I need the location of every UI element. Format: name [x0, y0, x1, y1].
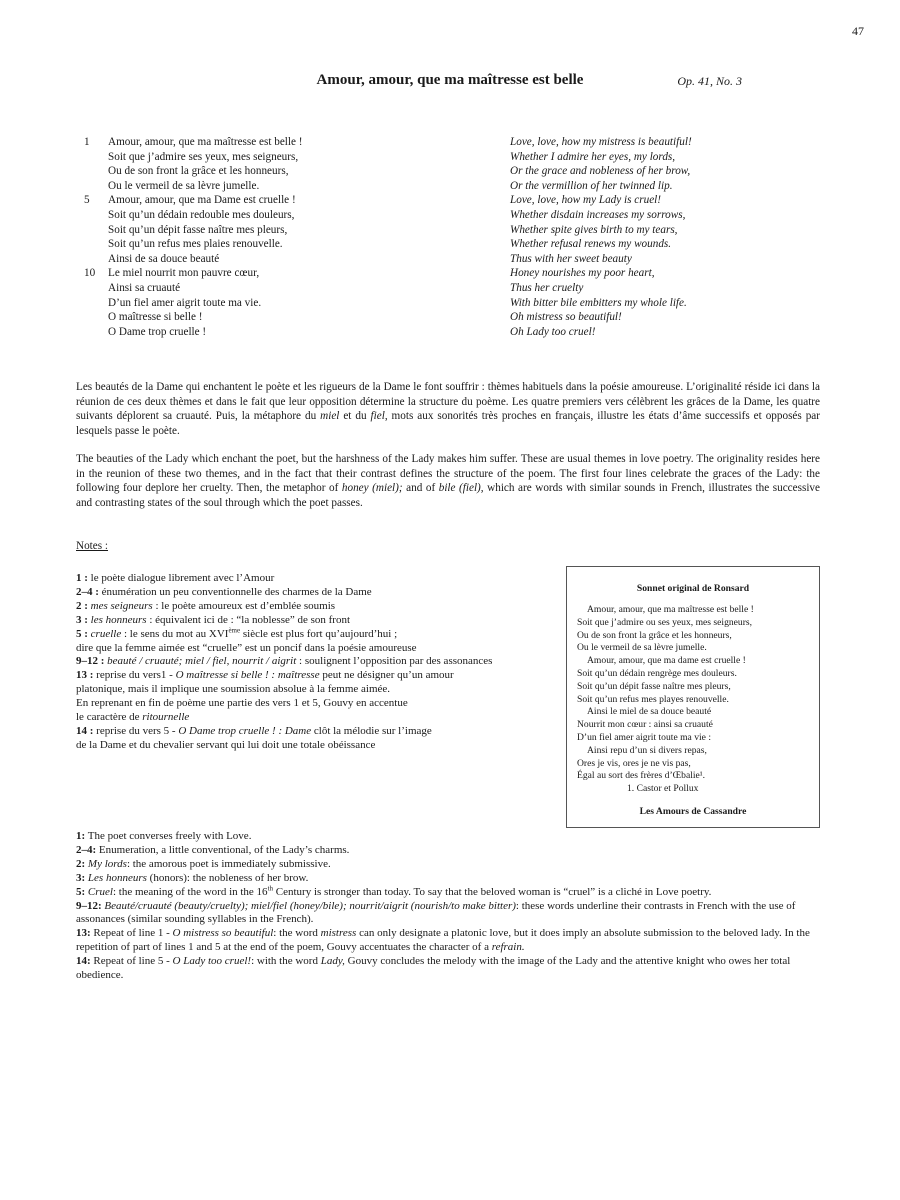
note-fr-2 [76, 586, 556, 600]
poem-fr-line [84, 179, 444, 194]
note-fr-4 [76, 614, 556, 628]
sonnet-line: Ou le vermeil de sa lèvre jumelle. [577, 642, 707, 654]
poem-en-line [510, 135, 810, 150]
poem-line-text: Oh mistress so beautiful! [510, 311, 622, 324]
sonnet-line: Ores je vis, ores je ne vis pas, [577, 757, 691, 769]
note-text: Repeat of line 1 - [90, 927, 173, 940]
note-text: énumération un peu conventionnelle des charmes de la Dame [98, 585, 372, 598]
note-emphasis: O Dame trop cruelle ! : Dame [178, 724, 312, 737]
poem-en-line [510, 266, 810, 281]
page-title: Amour, amour, que ma maîtresse est belle [316, 72, 584, 88]
note-text: Enumeration, a little conventional, of the Lady’s charms. [96, 843, 350, 856]
note-key: 9–12: [76, 899, 102, 912]
note-emphasis: My lords [87, 857, 127, 870]
note-fr-8 [76, 725, 556, 739]
poem-french [84, 135, 444, 339]
note-emphasis: mistress [320, 927, 357, 940]
poem-en-line [510, 310, 810, 325]
note-emphasis: O maîtresse si belle ! : maîtresse [175, 669, 320, 682]
sonnet-line: Nourrit mon cœur : ainsi sa cruauté [577, 719, 713, 731]
note-text: can only designate a platonic love, but it does imply an absolute submission to the beloved lady. In the repetition of part of lines 1 and 5 at the end of the poem, Gouvy accentuates the character of a [76, 927, 810, 954]
note-key: 3: [76, 871, 86, 884]
note-key: 14: [76, 955, 91, 968]
note-en-4 [76, 872, 820, 886]
line-number: 10 [84, 267, 96, 280]
sonnet-line: Soit qu’un dédain rengrège mes douleurs. [577, 667, 737, 679]
note-text: : le poète amoureux est d’emblée soumis [152, 599, 336, 612]
poem-line-text: Or the grace and nobleness of her brow, [510, 165, 691, 178]
note-emphasis: O mistress so beautiful [172, 927, 274, 940]
poem-en-line [510, 150, 810, 165]
poem-fr-line [84, 325, 444, 340]
note-text: : these words underline their contrasts in French with the use of assonances (similar sounding syllables in the French). [76, 899, 796, 926]
sonnet-line: D’un fiel amer aigrit toute ma vie : [577, 731, 711, 743]
poem-line-text: D’un fiel amer aigrit toute ma vie. [108, 296, 262, 309]
note-text: le poète dialogue librement avec l’Amour [87, 572, 275, 584]
note-text: Gouvy concludes the melody with the image of the Lady and the attentive knight who owes her total obedience. [76, 955, 791, 982]
sonnet-line: Soit qu’un refus mes playes renouvelle. [577, 693, 729, 705]
poem-line-text: O maîtresse si belle ! [108, 311, 203, 324]
poem-line-text: Whether refusal renews my wounds. [510, 238, 672, 251]
sonnet-line: Ainsi le miel de sa douce beauté [587, 706, 712, 718]
commentary-french-text: et du [339, 410, 371, 422]
note-superscript: ème [228, 625, 241, 634]
sonnet-footnote: 1. Castor et Pollux [627, 783, 699, 795]
note-emphasis: beauté / cruauté; miel / fiel, nourrit / aigrit [107, 655, 297, 668]
poem-line-text: Amour, amour, que ma maîtresse est belle ! [108, 136, 303, 148]
note-text: le caractère de [76, 711, 143, 724]
note-emphasis: O Lady too cruel! [172, 955, 252, 968]
note-key: 3 : [76, 613, 88, 626]
note-text: : the word [273, 927, 321, 940]
page-number: 47 [852, 24, 864, 38]
note-fr-7-cont: En reprenant en fin de poème une partie des vers 1 et 5, Gouvy en accentue [76, 697, 408, 710]
poem-line-text: Ou de son front la grâce et les honneurs, [108, 165, 289, 178]
poem-fr-line [84, 135, 444, 150]
poem-fr-line [84, 252, 444, 267]
note-text: Repeat of line 5 - [90, 955, 173, 968]
poem-en-line [510, 208, 810, 223]
poem-fr-line [84, 208, 444, 223]
poem-en-line [510, 252, 810, 267]
commentary-french [76, 380, 820, 438]
note-text: : with the word [251, 955, 321, 968]
note-text: : the meaning of the word in the 16 [112, 885, 268, 898]
note-key: 13: [76, 927, 91, 940]
poem-fr-line [84, 296, 444, 311]
note-en-2 [76, 844, 820, 858]
note-superscript: th [267, 883, 274, 892]
note-key: 5: [76, 885, 86, 898]
poem-line-text: Soit qu’un refus mes plaies renouvelle. [108, 238, 283, 251]
note-fr-6 [76, 655, 556, 669]
poem-line-text: Le miel nourrit mon pauvre cœur, [108, 267, 260, 280]
note-text: Century is stronger than today. To say that the beloved woman is “cruel” is a cliché in Love poetry. [273, 885, 712, 898]
line-number: 1 [84, 136, 90, 148]
note-text: reprise du vers 5 - [93, 724, 179, 737]
ronsard-title: Sonnet original de Ronsard [636, 583, 750, 594]
note-en-8 [76, 955, 820, 983]
note-emphasis: refrain. [491, 941, 525, 954]
poem-fr-line [84, 310, 444, 325]
poem-en-line [510, 281, 810, 296]
note-en-7 [76, 927, 820, 955]
poem-line-text: Thus with her sweet beauty [510, 252, 632, 265]
note-text: clôt la mélodie sur l’image [311, 724, 432, 737]
poem-en-line [510, 164, 810, 179]
poem-fr-line [84, 150, 444, 165]
note-key: 2: [76, 857, 86, 870]
note-emphasis: Cruel [87, 885, 113, 898]
note-key: 1 : [76, 572, 88, 584]
poem-line-text: Ainsi sa cruauté [108, 281, 181, 294]
note-key: 1: [76, 830, 86, 842]
commentary-french-fiel: fiel [370, 410, 385, 422]
note-key: 14 : [76, 724, 94, 737]
poem-english [510, 135, 810, 339]
poem-line-text: Love, love, how my Lady is cruel! [510, 194, 661, 207]
ronsard-source: Les Amours de Cassandre [639, 805, 747, 817]
note-fr-3 [76, 600, 556, 614]
note-emphasis: Les honneurs [87, 871, 147, 884]
poem-line-text: Honey nourishes my poor heart, [510, 267, 655, 280]
poem-en-line [510, 223, 810, 238]
note-en-1 [76, 830, 820, 844]
note-text: : the amorous poet is immediately submissive. [126, 857, 331, 870]
note-fr-7-cont [76, 711, 556, 725]
sonnet-line: Ou de son front la grâce et les honneurs, [577, 629, 732, 641]
ronsard-sonnet-lines [577, 604, 819, 796]
opus-number: Op. 41, No. 3 [677, 74, 742, 88]
note-en-6 [76, 900, 820, 928]
commentary-french-miel: miel [320, 410, 340, 422]
note-key: 5 : [76, 627, 88, 640]
poem-en-line [510, 193, 810, 208]
note-text: peut ne désigner qu’un amour [319, 669, 454, 682]
notes-english [76, 830, 820, 983]
note-text: reprise du vers1 - [93, 669, 176, 682]
poem-line-text: Or the vermillion of her twinned lip. [510, 179, 673, 192]
note-text: : le sens du mot au XVI [121, 627, 229, 640]
note-en-3 [76, 858, 820, 872]
commentary-french-text: Les beautés de la Dame qui enchantent le poète et les rigueurs de la Dame le font souffrir : thèmes habituels dans la poésie amoureuse. L’originalité réside ici dans la réunion de ces deux thèmes et dans le fait que leur opposition détermine la structure du poème. Les quatre premiers vers célèbrent les grâces de la Dame, les quatre suivants déplorent sa cruauté. Puis, la métaphore du [76, 381, 820, 422]
poem-line-text: O Dame trop cruelle ! [108, 325, 207, 338]
note-text: siècle est plus fort qu’aujourd’hui ; [240, 627, 398, 640]
line-number: 5 [84, 194, 90, 207]
poem-fr-line [84, 281, 444, 296]
poem-en-line [510, 296, 810, 311]
poem-fr-line [84, 164, 444, 179]
poem-line-text: Thus her cruelty [510, 281, 584, 294]
poem-fr-line [84, 223, 444, 238]
note-emphasis: Lady, [320, 955, 345, 968]
sonnet-line: Soit que j’admire ou ses yeux, mes seigneurs, [577, 616, 753, 628]
note-emphasis: ritournelle [142, 711, 190, 724]
poem-line-text: Whether spite gives birth to my tears, [510, 223, 678, 236]
note-fr-7-cont: platonique, mais il implique une soumission absolue à la femme aimée. [76, 683, 391, 696]
commentary-english-text: which are words with similar sounds in French, illustrates the successive and contrasting states of the soul through which the poet passes. [76, 482, 820, 509]
poem-line-text: Love, love, how my mistress is beautiful! [510, 136, 692, 148]
poem-fr-line [84, 193, 444, 208]
poem-en-line [510, 179, 810, 194]
note-key: 13 : [76, 669, 94, 682]
note-key: 2–4: [76, 843, 97, 856]
commentary-english-bile: bile (fiel), [438, 482, 484, 494]
commentary-english [76, 452, 820, 510]
poem-fr-line [84, 266, 444, 281]
note-emphasis: Beauté/cruauté (beauty/cruelty); miel/fiel (honey/bile); nourrit/aigrit (nourish/to make bitter) [104, 899, 516, 912]
note-emphasis: cruelle [90, 627, 122, 640]
note-emphasis: les honneurs [90, 613, 147, 626]
poem-line-text: Amour, amour, que ma Dame est cruelle ! [108, 194, 296, 207]
note-fr-5 [76, 625, 556, 642]
note-text: : équivalent ici de : “la noblesse” de son front [146, 613, 351, 626]
commentary-french-text: , mots aux sonorités très proches en français, illustre les états d’âme successifs et opposés par lesquels passe le poète. [76, 410, 820, 437]
note-fr-1 [76, 572, 556, 586]
sonnet-line: Soit qu’un dépit fasse naître mes pleurs, [577, 680, 731, 692]
poem-line-text: Soit qu’un dépit fasse naître mes pleurs, [108, 223, 288, 236]
note-text: (honors): the nobleness of her brow. [146, 871, 309, 884]
commentary-english-text: and of [402, 482, 439, 494]
notes-heading: Notes : [76, 540, 109, 552]
ronsard-sonnet-box [566, 566, 820, 828]
poem-fr-line [84, 237, 444, 252]
note-emphasis: mes seigneurs [90, 599, 153, 612]
sonnet-line: Égal au sort des frères d’Œbalie¹. [577, 770, 706, 782]
note-key: 2 : [76, 599, 88, 612]
poem-line-text: Whether I admire her eyes, my lords, [510, 150, 676, 163]
note-key: 2–4 : [76, 585, 99, 598]
poem-line-text: Ou le vermeil de sa lèvre jumelle. [108, 179, 260, 192]
note-en-5 [76, 883, 820, 900]
poem-en-line [510, 237, 810, 252]
note-key: 9–12 : [76, 655, 105, 668]
sonnet-line: Ainsi repu d’un si divers repas, [587, 744, 707, 756]
note-text: The poet converses freely with Love. [85, 830, 252, 842]
note-fr-5-cont: dire que la femme aimée est “cruelle” est un poncif dans la poésie amoureuse [76, 641, 417, 654]
sonnet-line: Amour, amour, que ma dame est cruelle ! [587, 655, 746, 667]
commentary-english-text: The beauties of the Lady which enchant the poet, but the harshness of the Lady makes him suffer. These are usual themes in love poetry. The originality resides here in the reunion of these two themes, and in the fact that their contrast defines the structure of the poem. The first four lines celebrate the graces of the Lady: the following four deplore her cruelty. Then, the metaphor of [76, 453, 820, 494]
poem-line-text: Oh Lady too cruel! [510, 325, 596, 338]
commentary-english-honey: honey (miel); [341, 482, 403, 494]
poem-line-text: Soit qu’un dédain redouble mes douleurs, [108, 208, 295, 221]
poem-line-text: Whether disdain increases my sorrows, [510, 208, 686, 221]
note-fr-7 [76, 669, 556, 683]
poem-en-line [510, 325, 810, 340]
note-fr-8-cont: de la Dame et du chevalier servant qui lui doit une totale obéissance [76, 738, 376, 751]
notes-french [76, 572, 556, 753]
poem-line-text: Soit que j’admire ses yeux, mes seigneurs, [108, 150, 299, 163]
poem-line-text: Ainsi de sa douce beauté [108, 252, 220, 265]
sonnet-line: Amour, amour, que ma maîtresse est belle ! [587, 604, 754, 615]
poem-line-text: With bitter bile embitters my whole life. [510, 296, 687, 309]
note-text: : soulignent l’opposition par des assonances [296, 655, 493, 668]
